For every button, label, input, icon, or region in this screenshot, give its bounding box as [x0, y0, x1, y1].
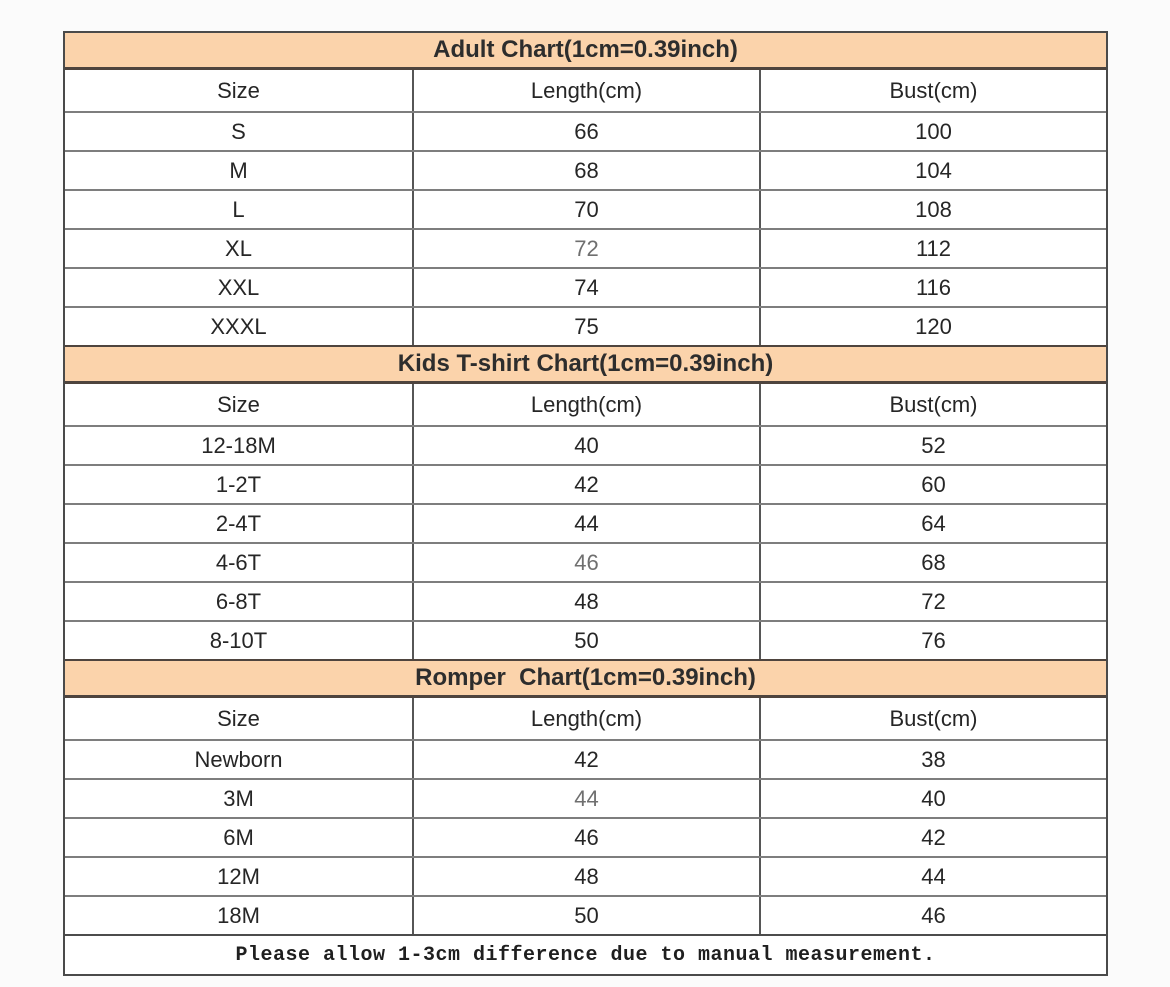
size-cell: 18M: [217, 902, 260, 928]
romper-chart-title: Romper Chart(1cm=0.39inch): [65, 659, 1106, 698]
table-row: [65, 581, 1106, 620]
bust-cell: 38: [759, 741, 1106, 778]
bust-cell: 100: [759, 113, 1106, 150]
bust-cell: 104: [759, 152, 1106, 189]
table-row: [65, 895, 1106, 934]
length-cell: 75: [412, 308, 759, 345]
size-cell: 1-2T: [215, 471, 262, 497]
size-cell: XL: [225, 235, 252, 261]
length-cell: 42: [412, 466, 759, 503]
size-cell: 6M: [223, 824, 254, 850]
size-cell: 2-4T: [215, 510, 262, 536]
bust-cell: 64: [759, 505, 1106, 542]
romper-header-row: [65, 698, 1106, 739]
length-cell: 48: [412, 858, 759, 895]
bust-cell: 120: [759, 308, 1106, 345]
length-cell: 66: [412, 113, 759, 150]
size-cell: 12M: [217, 863, 260, 889]
table-row: [65, 464, 1106, 503]
adult-header-row: [65, 70, 1106, 111]
bust-cell: 108: [759, 191, 1106, 228]
size-cell: XXXL: [210, 313, 267, 339]
length-cell: 50: [412, 897, 759, 934]
size-chart-table: [63, 31, 1108, 976]
size-column-header: Size: [217, 77, 260, 103]
size-cell: L: [232, 196, 245, 222]
size-cell: 8-10T: [209, 627, 268, 653]
bust-cell: 72: [759, 583, 1106, 620]
length-cell: 50: [412, 622, 759, 659]
bust-cell: 44: [759, 858, 1106, 895]
size-cell: S: [231, 118, 246, 144]
length-cell: 44: [412, 780, 759, 817]
length-cell: 46: [412, 819, 759, 856]
table-row: [65, 189, 1106, 228]
size-cell: 6-8T: [215, 588, 262, 614]
length-cell: 44: [412, 505, 759, 542]
bust-cell: 68: [759, 544, 1106, 581]
length-cell: 74: [412, 269, 759, 306]
table-row: [65, 306, 1106, 345]
length-cell: 70: [412, 191, 759, 228]
table-row: [65, 503, 1106, 542]
length-cell: 40: [412, 427, 759, 464]
romper-chart-section: [65, 659, 1106, 934]
size-cell: 3M: [223, 785, 254, 811]
table-row: [65, 620, 1106, 659]
length-cell: 68: [412, 152, 759, 189]
adult-chart-title: Adult Chart(1cm=0.39inch): [65, 33, 1106, 70]
table-row: [65, 228, 1106, 267]
size-column-header: Size: [217, 391, 260, 417]
size-column-header: Size: [217, 705, 260, 731]
bust-cell: 46: [759, 897, 1106, 934]
table-row: [65, 425, 1106, 464]
table-row: [65, 542, 1106, 581]
table-row: [65, 150, 1106, 189]
bust-cell: 42: [759, 819, 1106, 856]
length-cell: 42: [412, 741, 759, 778]
length-column-header: Length(cm): [412, 384, 759, 425]
bust-cell: 112: [759, 230, 1106, 267]
length-cell: 48: [412, 583, 759, 620]
bust-cell: 40: [759, 780, 1106, 817]
bust-column-header: Bust(cm): [759, 70, 1106, 111]
table-row: [65, 778, 1106, 817]
table-row: [65, 267, 1106, 306]
bust-cell: 60: [759, 466, 1106, 503]
table-row: [65, 739, 1106, 778]
size-cell: Newborn: [194, 746, 283, 772]
table-row: [65, 856, 1106, 895]
size-cell: XXL: [217, 274, 260, 300]
kids-header-row: [65, 384, 1106, 425]
length-column-header: Length(cm): [412, 698, 759, 739]
adult-chart-section: [65, 33, 1106, 345]
size-cell: 4-6T: [215, 549, 262, 575]
table-row: [65, 817, 1106, 856]
size-cell: 12-18M: [201, 432, 276, 458]
bust-cell: 76: [759, 622, 1106, 659]
length-column-header: Length(cm): [412, 70, 759, 111]
length-cell: 46: [412, 544, 759, 581]
bust-column-header: Bust(cm): [759, 698, 1106, 739]
length-cell: 72: [412, 230, 759, 267]
bust-column-header: Bust(cm): [759, 384, 1106, 425]
bust-cell: 116: [759, 269, 1106, 306]
kids-tshirt-chart-section: [65, 345, 1106, 659]
bust-cell: 52: [759, 427, 1106, 464]
table-row: [65, 111, 1106, 150]
size-cell: M: [229, 157, 248, 183]
kids-tshirt-chart-title: Kids T-shirt Chart(1cm=0.39inch): [65, 345, 1106, 384]
measurement-note: Please allow 1-3cm difference due to manual measurement.: [65, 934, 1106, 974]
